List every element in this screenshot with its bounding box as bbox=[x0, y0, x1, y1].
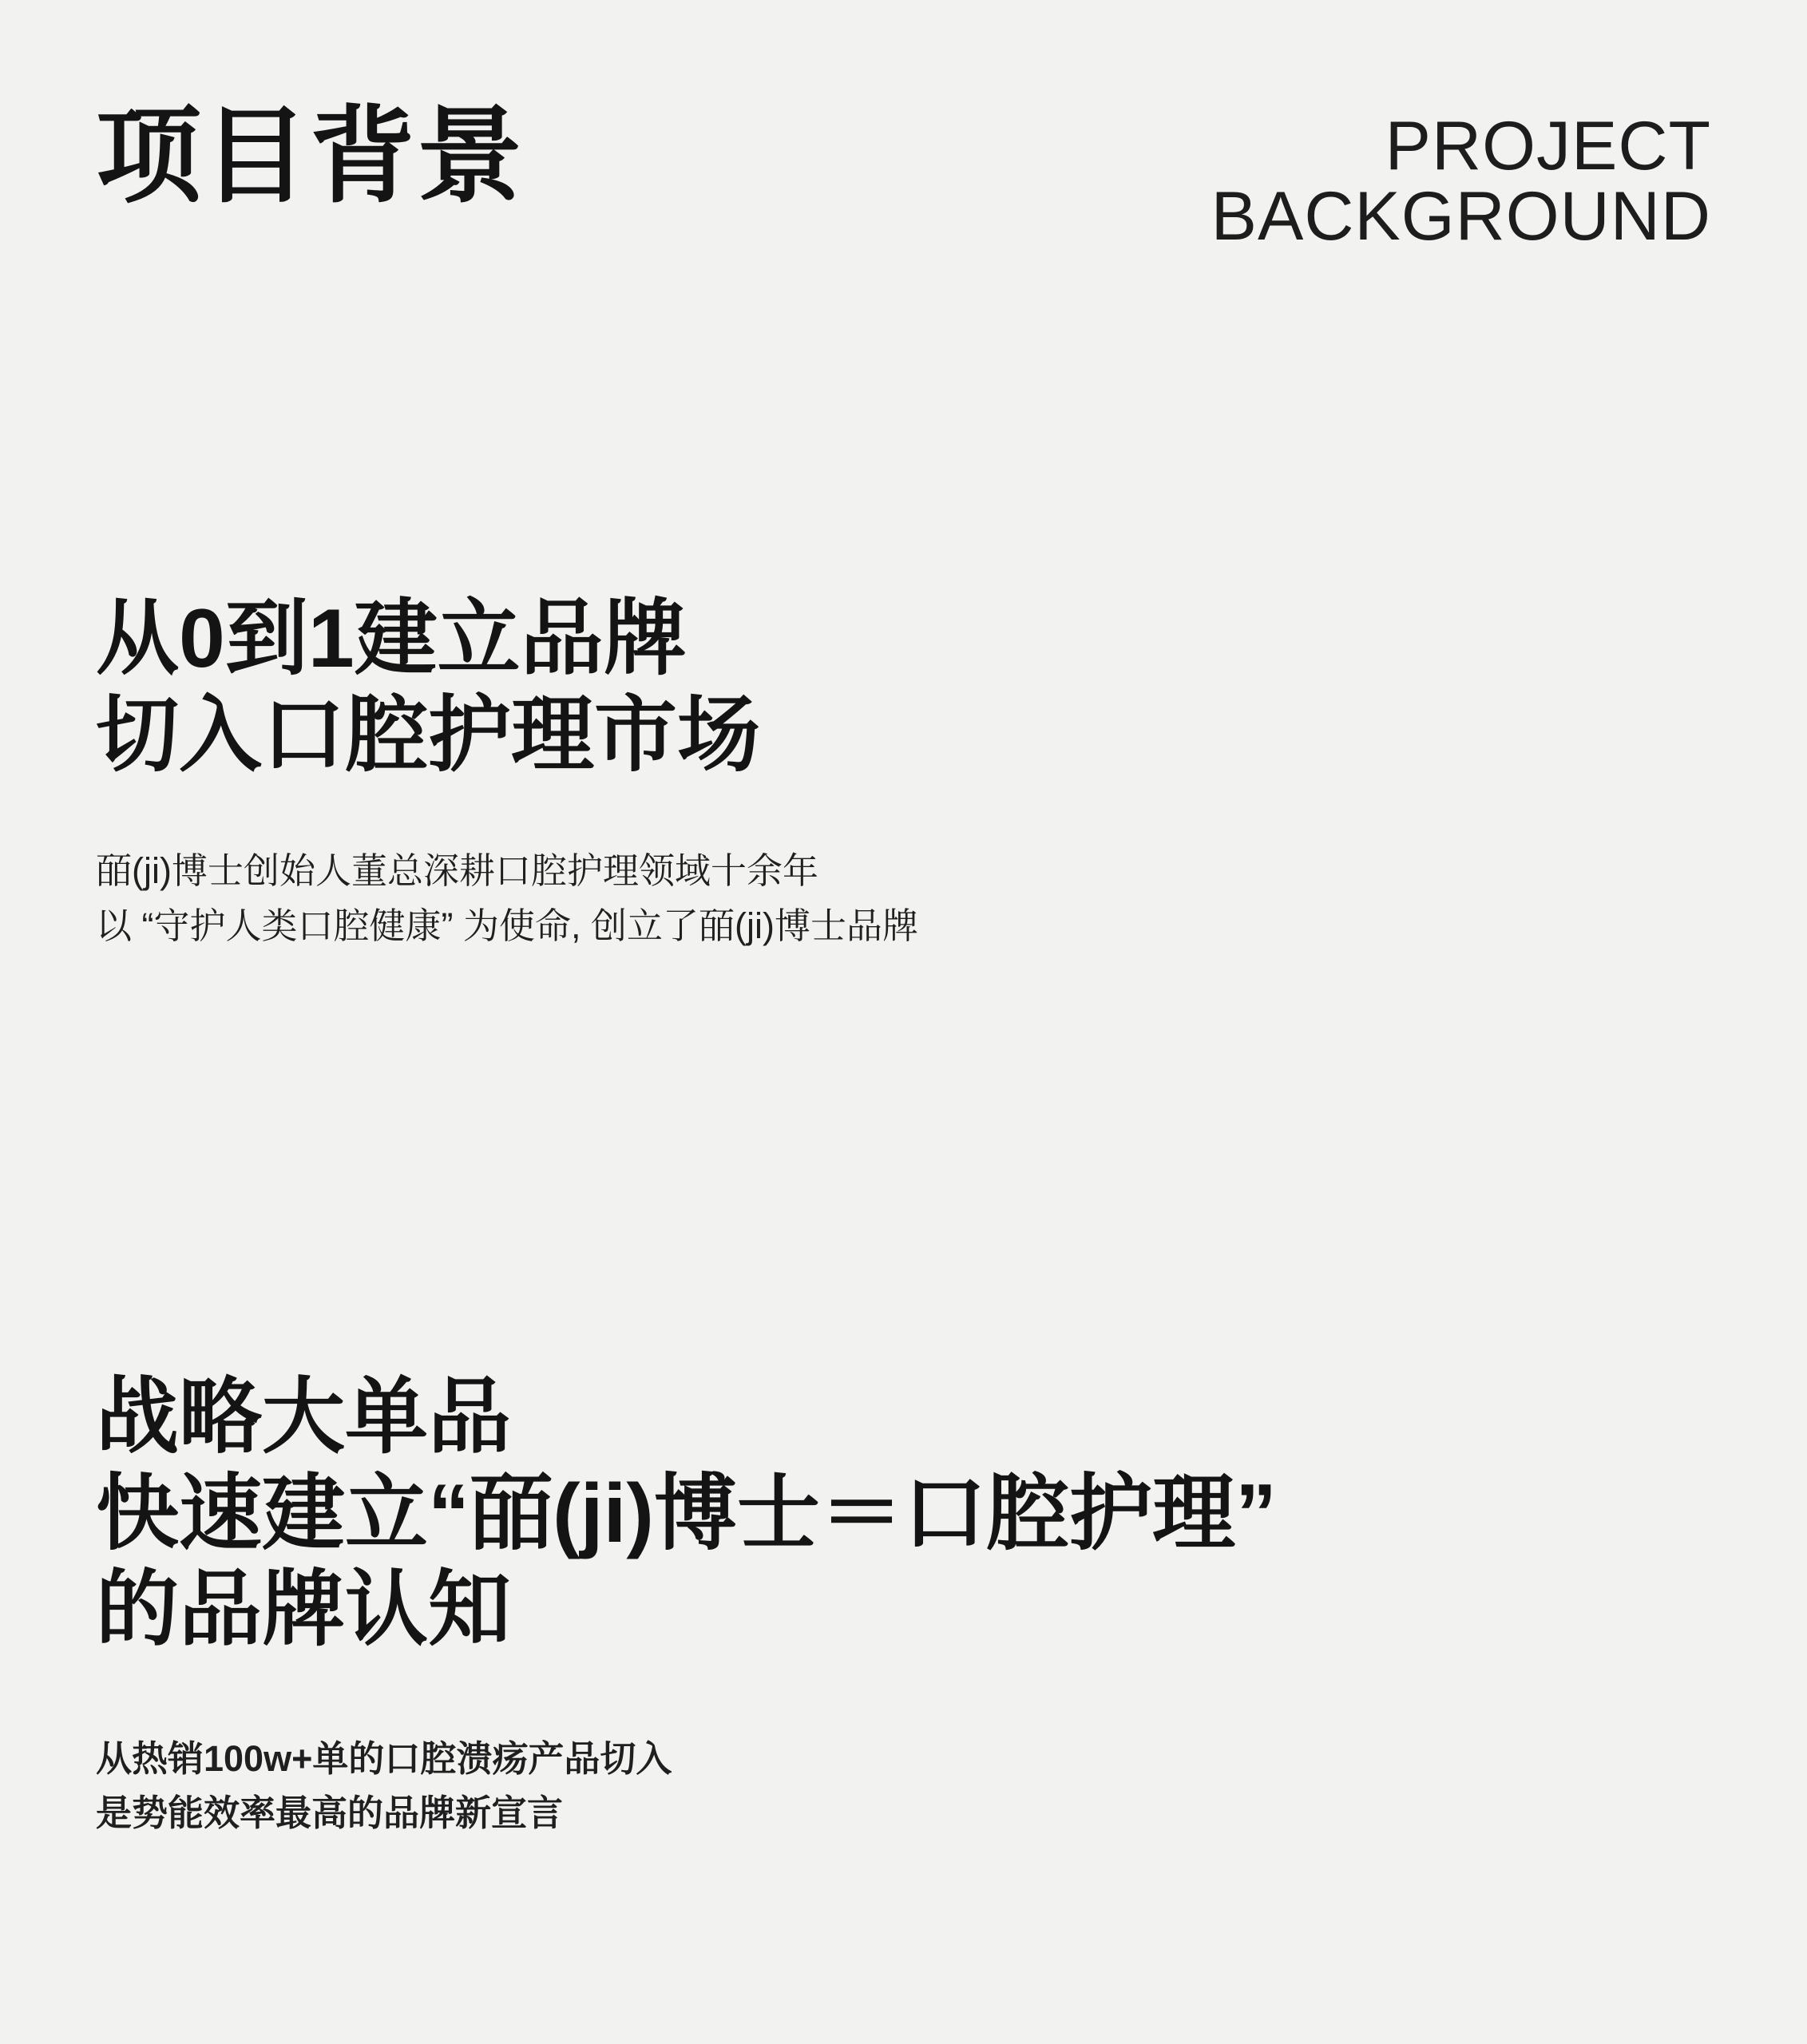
section-strategic-hero-product bbox=[96, 1369, 1613, 1841]
section-2-heading-line-3: 的品牌认知 bbox=[96, 1563, 512, 1657]
section-2-body-line-2: 是势能效率最高的品牌新宣言 bbox=[96, 1792, 564, 1834]
section-2-heading bbox=[96, 1369, 1613, 1658]
section-brand-from-zero-to-one bbox=[96, 591, 1613, 953]
section-2-heading-line-1: 战略大单品 bbox=[96, 1371, 512, 1464]
page-title-en-line-2: BACKGROUND bbox=[1211, 177, 1711, 255]
section-1-heading-line-2: 切入口腔护理市场 bbox=[96, 688, 761, 782]
section-2-body bbox=[96, 1732, 1613, 1841]
section-1-body-line-1: 皕(ji)博士创始人董总深耕口腔护理领域十余年 bbox=[96, 850, 818, 892]
section-2-heading-line-2: 快速建立“皕(ji)博士＝口腔护理” bbox=[96, 1467, 1278, 1560]
section-1-body-line-2: 以 “守护人类口腔健康” 为使命, 创立了皕(ji)博士品牌 bbox=[96, 905, 918, 946]
section-2-body-line-1: 从热销100w+单的口腔溃疡产品切入 bbox=[96, 1737, 672, 1779]
page-title-cn: 项目背景 bbox=[96, 97, 524, 215]
page-title-en bbox=[1211, 108, 1711, 255]
section-1-heading bbox=[96, 591, 1613, 783]
page-title-en-line-1: PROJECT bbox=[1385, 108, 1711, 184]
page-header bbox=[0, 0, 1807, 335]
section-1-body bbox=[96, 844, 1613, 953]
section-1-heading-line-1: 从0到1建立品牌 bbox=[96, 592, 687, 685]
